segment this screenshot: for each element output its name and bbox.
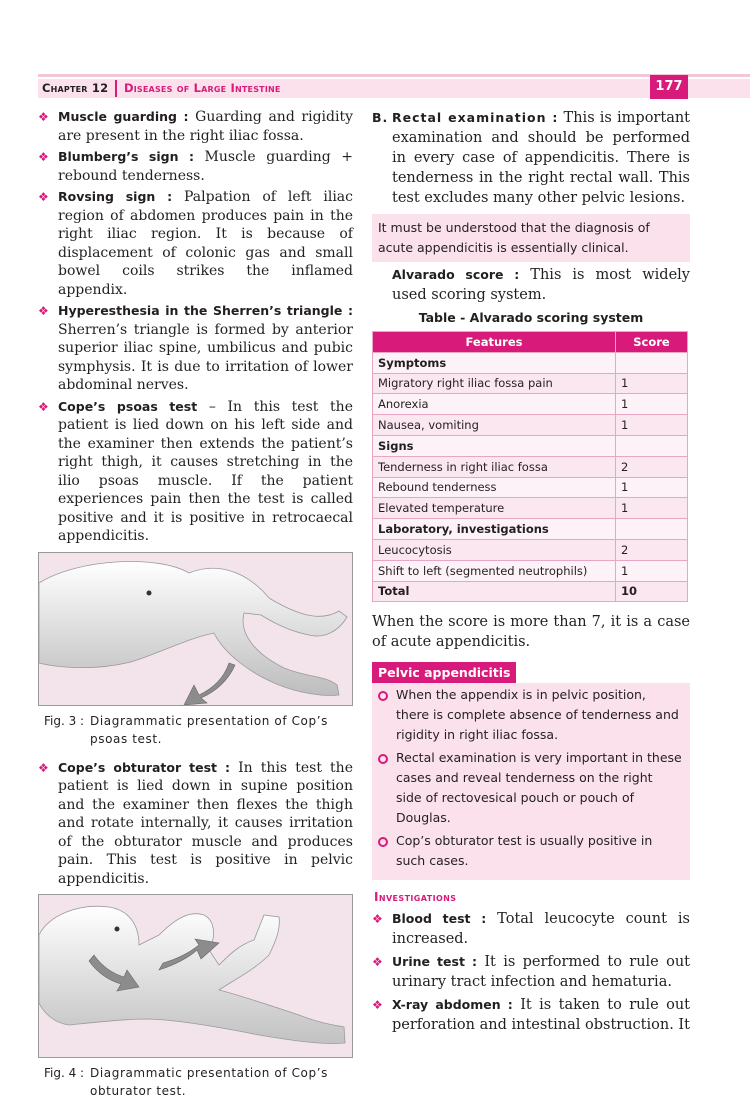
pelvic-bullet-text: When the appendix is in pelvic position, there is complete absence of tenderness and rigidity in right iliac fossa. [396,687,679,743]
diamond-bullet-icon: ❖ [372,955,383,970]
diamond-bullet-icon: ❖ [372,912,383,927]
pelvic-bullet-text: Cop’s obturator test is usually positive in such cases. [396,833,653,869]
table-row [373,435,688,456]
score-cell: 1 [616,498,688,519]
sign-text: Palpation of left iliac region of abdomen produces pain in the right iliac region. It is because of displacement of colonic gas and small bowel coils strikes the inflamed appendix. [58,189,353,298]
alvarado-term: Alvarado score : [392,267,520,282]
alvarado-table [372,331,688,602]
diamond-bullet-icon: ❖ [38,150,49,164]
sign-text: Sherren’s triangle is formed by anterior superior iliac spine, umbilicus and pubic symphysis. It is due to irritation of lower abdominal nerves. [58,321,353,393]
sign-item [38,148,353,185]
pelvic-bullet [378,748,682,828]
sign-item [38,188,353,299]
score-cell: 1 [616,560,688,581]
header-score: Score [616,332,688,353]
sign-term: Rovsing sign : [58,189,173,204]
feature-cell: Signs [373,435,616,456]
investigation-term: Urine test : [392,954,477,970]
obturator-test-illustration [39,895,352,1057]
chapter-title: Diseases of Large Intestine [124,81,281,95]
pelvic-bullet [378,831,682,871]
psoas-test-illustration [39,553,352,705]
figure-4-caption [44,1064,353,1100]
pelvic-bullet [378,685,682,745]
table-caption: Table - Alvarado scoring system [418,310,644,325]
left-column [38,108,353,1100]
feature-cell: Tenderness in right iliac fossa [373,456,616,477]
pelvic-bullets [372,683,690,880]
obturator-item [38,759,353,889]
chapter-label: Chapter 12 [42,81,109,95]
feature-cell: Nausea, vomiting [373,415,616,436]
figure-3-caption-text: Diagrammatic presentation of Cop’s psoas test. [90,713,328,746]
feature-cell: Leucocytosis [373,539,616,560]
rectal-examination [372,108,690,208]
sign-text: – In this test the patient is lied down on his left side and the examiner then extends the patient’s right thigh, it causes stretching in the ilio psoas muscle. If the patient experiences pain then the test is called positive and it is positive in retrocaecal appendicitis. [58,398,353,544]
sign-item [38,398,353,546]
alvarado-intro [372,265,690,305]
table-row [373,519,688,540]
figure-3-label: Fig. 3 : [44,713,85,728]
alvarado-text: This is most widely used scoring system. [392,267,690,303]
score-cell: 1 [616,415,688,436]
investigations-heading: Investigations [374,890,457,905]
rectal-term: Rectal examination : [392,110,559,125]
table-row [373,477,688,498]
table-row [373,373,688,394]
header-divider [115,80,117,97]
sign-term: Hyperesthesia in the Sherren’s triangle : [58,303,353,318]
investigation-item [372,952,690,992]
diamond-bullet-icon: ❖ [38,399,49,414]
feature-cell: Migratory right iliac fossa pain [373,373,616,394]
rectal-letter: B. [372,110,389,125]
circle-bullet-icon [378,837,388,847]
circle-bullet-icon [378,754,388,764]
score-cell: 10 [616,581,688,602]
feature-cell: Anorexia [373,394,616,415]
sign-list [38,108,353,546]
pelvic-section [372,662,690,880]
feature-cell: Rebound tenderness [373,477,616,498]
sign-item [38,108,353,145]
header-rule [38,74,750,77]
table-row [373,560,688,581]
figure-3-caption [44,712,353,748]
score-cell [616,435,688,456]
feature-cell: Symptoms [373,352,616,373]
circle-bullet-icon [378,691,388,701]
investigation-item [372,909,690,949]
investigation-term: Blood test : [392,911,487,927]
table-header-row [373,332,688,353]
figure-4 [38,894,353,1058]
sign-text: Muscle guarding + rebound tenderness. [58,149,353,184]
table-row [373,456,688,477]
diagnosis-note: It must be understood that the diagnosis of acute appendicitis is essentially clinical. [372,214,690,262]
right-column [372,108,690,1038]
investigation-text: It is performed to rule out urinary tract infection and hematuria. [392,954,690,991]
investigation-text: Total leucocyte count is increased. [392,911,690,948]
score-cell [616,519,688,540]
investigation-item [372,995,690,1035]
diamond-bullet-icon: ❖ [372,998,383,1013]
pelvic-bullet-text: Rectal examination is very important in these cases and reveal tenderness on the right side of rectovesical pouch or pouch of Douglas. [396,750,682,826]
diamond-bullet-icon: ❖ [38,760,49,775]
page-number: 177 [650,75,688,99]
figure-4-label: Fig. 4 : [44,1066,85,1080]
sign-term: Blumberg’s sign : [58,149,194,164]
feature-cell: Total [373,581,616,602]
running-header [38,79,750,98]
score-cell [616,352,688,373]
table-row [373,415,688,436]
obturator-list [38,759,353,889]
score-cell: 1 [616,373,688,394]
investigation-text: It is taken to rule out perforation and intestinal obstruction. It [392,997,690,1034]
score-cell: 2 [616,539,688,560]
score-cell: 1 [616,477,688,498]
pelvic-heading: Pelvic appendicitis [372,662,516,683]
sign-term: Cope’s psoas test [58,398,198,414]
investigation-term: X-ray abdomen : [392,997,513,1013]
sign-text: Guarding and rigidity are present in the right iliac fossa. [58,109,353,144]
table-row [373,394,688,415]
diamond-bullet-icon: ❖ [38,304,49,318]
table-row [373,498,688,519]
feature-cell: Laboratory, investigations [373,519,616,540]
table-row [373,581,688,602]
investigations-list [372,909,690,1035]
feature-cell: Elevated temperature [373,498,616,519]
rectal-text: This is important examination and should be performed in every case of appendicitis. There is tenderness in the right rectal wall. This test excludes many other pelvic lesions. [392,110,691,206]
table-body [373,352,688,602]
diamond-bullet-icon: ❖ [38,190,49,204]
sign-term: Muscle guarding : [58,109,189,124]
score-interpretation: When the score is more than 7, it is a case of acute appendicitis. [372,614,690,651]
table-row [373,539,688,560]
score-cell: 1 [616,394,688,415]
sign-item [38,302,353,395]
score-cell: 2 [616,456,688,477]
header-features: Features [373,332,616,353]
obturator-term: Cope’s obturator test : [58,759,231,775]
figure-3 [38,552,353,706]
table-row [373,352,688,373]
feature-cell: Shift to left (segmented neutrophils) [373,560,616,581]
obturator-text: In this test the patient is lied down in supine position and the examiner then flexes the thigh and rotate internally, it causes irritation of the obturator muscle and produces pain. This test is positive in pelvic appendicitis. [58,759,353,887]
figure-4-caption-text: Diagrammatic presentation of Cop’s obturator test. [90,1066,328,1098]
diamond-bullet-icon: ❖ [38,110,49,124]
